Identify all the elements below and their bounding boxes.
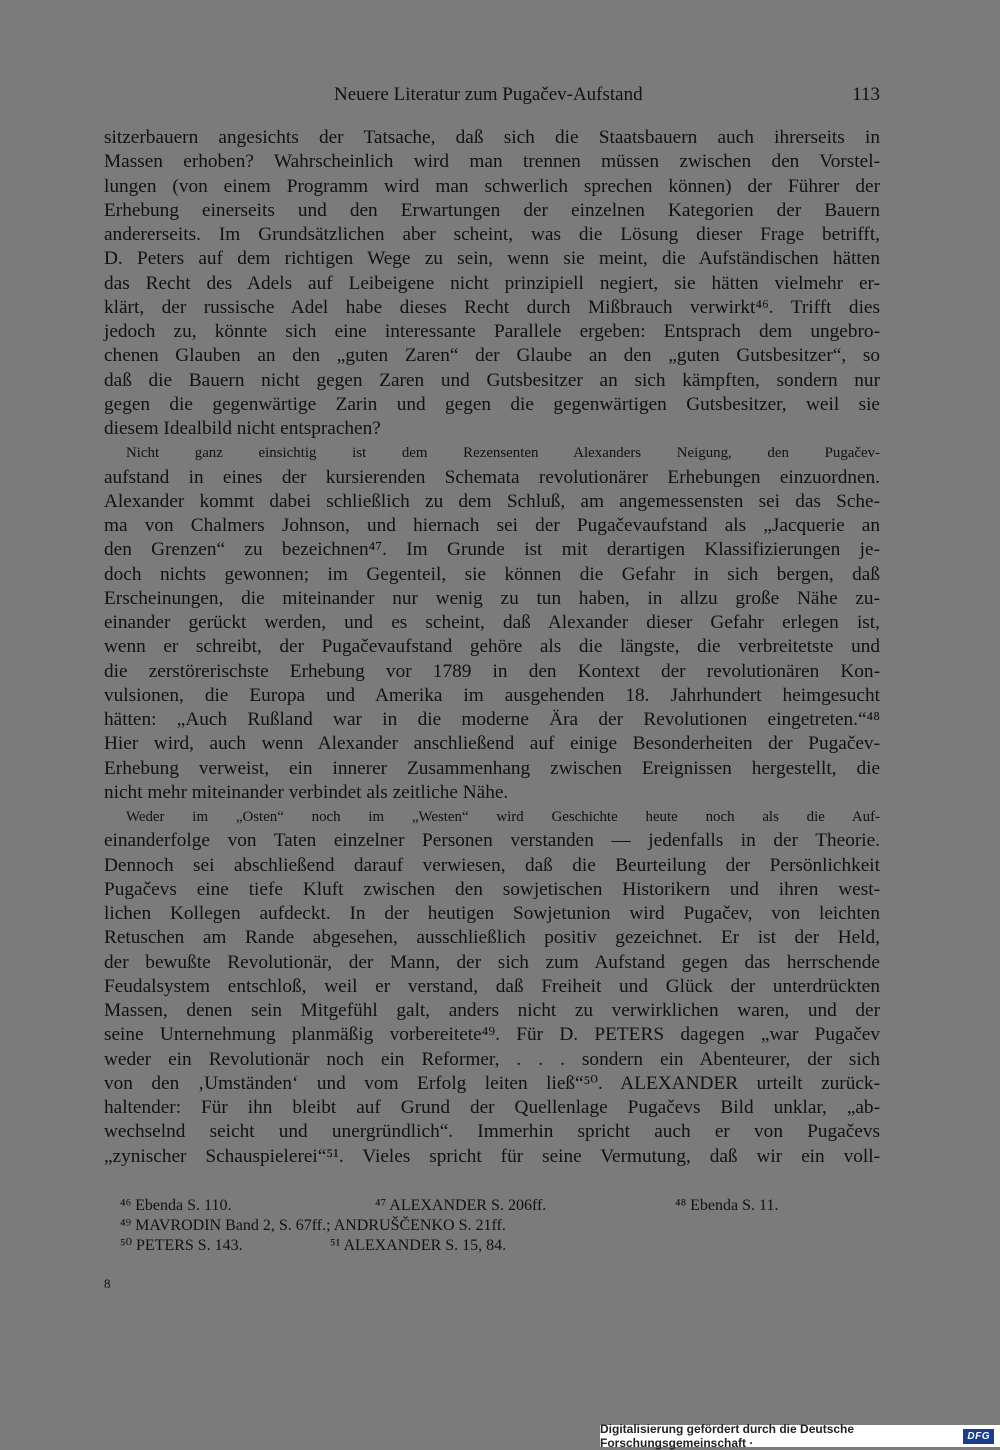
text-line: lichen Kollegen aufdeckt. In der heutigen Sowjetunion wird Pugačev, von leichten bbox=[104, 903, 880, 924]
running-head bbox=[104, 84, 880, 112]
text-line: hätten: „Auch Rußland war in die moderne Ära der Revolutionen eingetreten.“⁴⁸ bbox=[104, 709, 880, 730]
text-line: Pugačevs eine tiefe Kluft zwischen den sowjetischen Historikern und ihren west- bbox=[104, 878, 880, 900]
footnote-row bbox=[120, 1236, 880, 1256]
text-line: lungen (von einem Programm wird man schwerlich sprechen können) der Führer der bbox=[104, 175, 880, 197]
text-line: doch nichts gewonnen; im Gegenteil, sie können die Gefahr in sich bergen, daß bbox=[104, 563, 880, 585]
text-line: Feudalsystem entschloß, weil er verstand, daß Freiheit und Glück der unterdrückten bbox=[104, 975, 880, 997]
page-number: 113 bbox=[852, 84, 880, 105]
dfg-logo-icon: DFG bbox=[963, 1429, 994, 1444]
footnote-row bbox=[120, 1216, 880, 1236]
footnote-48: ⁴⁸ Ebenda S. 11. bbox=[675, 1197, 779, 1214]
footnote-50: ⁵⁰ PETERS S. 143. bbox=[120, 1237, 243, 1254]
text-line: Massen erhoben? Wahrscheinlich wird man trennen müssen zwischen den Vorstel- bbox=[104, 151, 880, 173]
text-line: Nicht ganz einsichtig ist dem Rezensenten Alexanders Neigung, den Pugačev- bbox=[126, 445, 880, 462]
text-line: Dennoch sei abschließend darauf verwiesen, daß die Beurteilung der Persönlichkeit bbox=[104, 854, 880, 876]
text-line: diesem Idealbild nicht entsprachen? bbox=[104, 418, 381, 439]
body-text bbox=[104, 126, 880, 1169]
text-line: vulsionen, die Europa und Amerika im ausgehenden 18. Jahrhundert heimgesucht bbox=[104, 684, 880, 706]
text-line: Erscheinungen, die miteinander nur wenig zu tun haben, in allzu große Nähe zu- bbox=[104, 587, 880, 609]
footnote-47: ⁴⁷ ALEXANDER S. 206ff. bbox=[375, 1197, 547, 1214]
text-line: die zerstörerischste Erhebung vor 1789 in den Kontext der revolutionären Kon- bbox=[104, 660, 880, 682]
footnote-51: ⁵¹ ALEXANDER S. 15, 84. bbox=[330, 1237, 507, 1254]
text-line: haltender: Für ihn bleibt auf Grund der Quellenlage Pugačevs Bild unklar, „ab- bbox=[104, 1097, 880, 1118]
text-line: gegen die gegenwärtige Zarin und gegen die gegenwärtigen Gutsbesitzer, weil sie bbox=[104, 393, 880, 415]
text-line: „zynischer Schauspielerei“⁵¹. Vieles spricht für seine Vermutung, daß wir ein voll- bbox=[104, 1145, 880, 1167]
text-line: jedoch zu, könnte sich eine interessante Parallele ergeben: Entsprach dem ungebro- bbox=[104, 321, 880, 342]
text-line: das Recht des Adels auf Leibeigene nicht prinzipiell negiert, sie hätten vielmehr er- bbox=[104, 272, 880, 294]
running-title: Neuere Literatur zum Pugačev-Aufstand bbox=[334, 84, 643, 105]
signature-mark: 8 bbox=[104, 1276, 111, 1291]
text-line: aufstand in eines der kursierenden Schemata revolutionärer Erhebungen einzuordnen. bbox=[104, 466, 880, 488]
text-line: Hier wird, auch wenn Alexander anschließend auf einige Besonderheiten der Pugačev- bbox=[104, 733, 880, 755]
text-line: einanderfolge von Taten einzelner Personen verstanden — jedenfalls in der Theorie. bbox=[104, 830, 880, 852]
text-line: wenn er schreibt, der Pugačevaufstand gehöre als die längste, die verbreitetste und bbox=[104, 636, 880, 658]
text-line: andererseits. Im Grundsätzlichen aber scheint, was die Lösung dieser Frage betrifft, bbox=[104, 224, 880, 245]
text-line: chenen Glauben an den „guten Zaren“ der Glaube an den „guten Gutsbesitzer“, so bbox=[104, 345, 880, 367]
footnote-46: ⁴⁶ Ebenda S. 110. bbox=[120, 1197, 232, 1214]
text-line: einander gerückt werden, und es scheint, daß Alexander dieser Gefahr erlegen ist, bbox=[104, 612, 880, 633]
text-line: daß die Bauern nicht gegen Zaren und Gutsbesitzer an sich kämpften, sondern nur bbox=[104, 369, 880, 391]
text-line: den Grenzen“ zu bezeichnen⁴⁷. Im Grunde ist mit derartigen Klassifizierungen je- bbox=[104, 539, 880, 561]
text-line: seine Unternehmung planmäßig vorbereitete⁴⁹. Für D. PETERS dagegen „war Pugačev bbox=[104, 1024, 880, 1046]
text-line: nicht mehr miteinander verbindet als zeitliche Nähe. bbox=[104, 781, 509, 803]
text-line: Retuschen am Rande abgesehen, ausschließlich positiv gezeichnet. Er ist der Held, bbox=[104, 927, 880, 949]
footnotes bbox=[120, 1196, 880, 1256]
text-line: Erhebung verweist, ein innerer Zusammenhang zwischen Ereignissen hergestellt, die bbox=[104, 757, 880, 779]
text-line: D. Peters auf dem richtigen Wege zu sein, wenn sie meint, die Aufständischen hätten bbox=[104, 248, 880, 270]
text-line: Massen, denen sein Mitgefühl galt, anders nicht zu verwirklichen waren, und der bbox=[104, 1000, 880, 1021]
text-line: ma von Chalmers Johnson, und hiernach sei der Pugačevaufstand als „Jacquerie an bbox=[104, 515, 880, 536]
text-line: Weder im „Osten“ noch im „Westen“ wird Geschichte heute noch als die Auf- bbox=[126, 809, 880, 825]
footnote-row bbox=[120, 1196, 880, 1216]
text-line: sitzerbauern angesichts der Tatsache, daß sich die Staatsbauern auch ihrerseits in bbox=[104, 127, 880, 148]
text-line: Alexander kommt dabei schließlich zu dem Schluß, am angemessensten sei das Sche- bbox=[104, 490, 880, 512]
text-line: klärt, der russische Adel habe dieses Recht durch Mißbrauch verwirkt⁴⁶. Trifft dies bbox=[104, 296, 880, 318]
text-line: wechselnd seicht und unergründlich“. Immerhin spricht auch er von Pugačevs bbox=[104, 1121, 880, 1143]
text-line: weder ein Revolutionär noch ein Reformer, . . . sondern ein Abenteurer, der sich bbox=[104, 1048, 880, 1070]
text-line: von den ‚Umständen‘ und vom Erfolg leiten ließ“⁵⁰. ALEXANDER urteilt zurück- bbox=[104, 1072, 880, 1094]
text-line: Erhebung einerseits und den Erwartungen der einzelnen Kategorien der Bauern bbox=[104, 199, 880, 221]
footer-banner bbox=[600, 1422, 1000, 1450]
text-line: der bewußte Revolutionär, der Mann, der sich zum Aufstand gegen das herrschende bbox=[104, 951, 880, 973]
footer-text: Digitalisierung gefördert durch die Deutsche Forschungsgemeinschaft · bbox=[600, 1422, 855, 1450]
footnote-49: ⁴⁹ MAVRODIN Band 2, S. 67ff.; ANDRUŠČENKO S. 21ff. bbox=[120, 1217, 506, 1234]
